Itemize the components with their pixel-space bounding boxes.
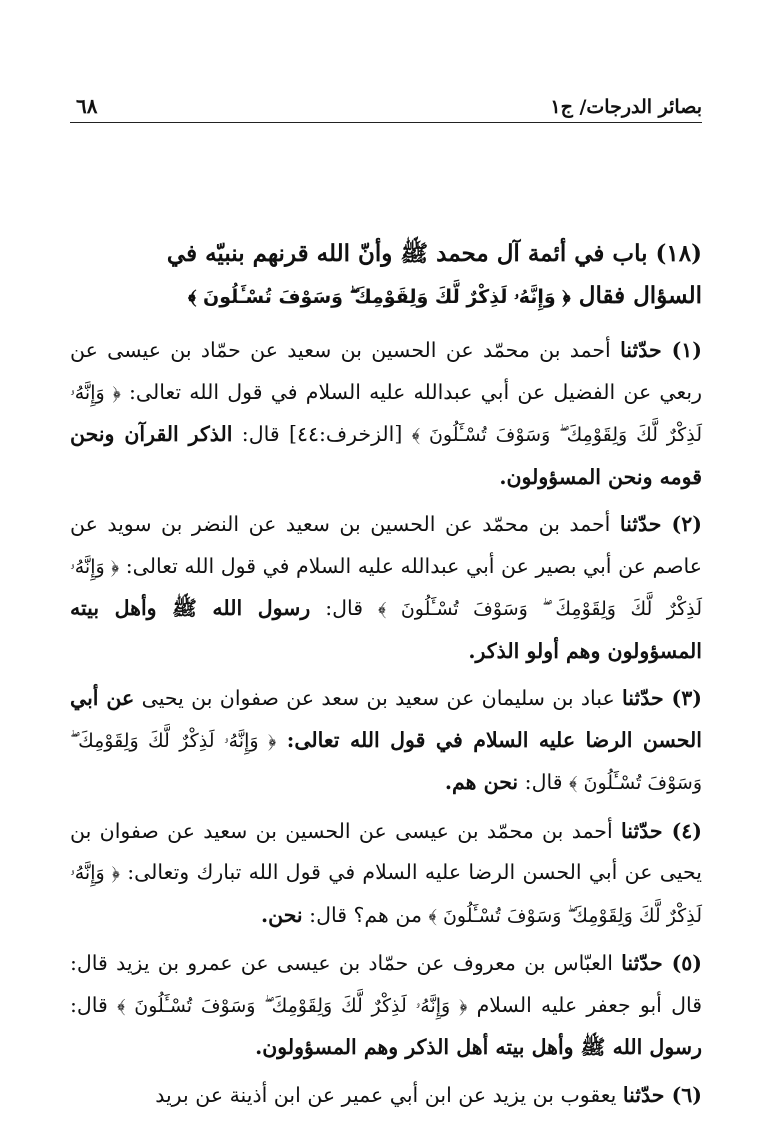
hadith-2 (70, 504, 702, 672)
hadith-answer: رسول الله ﷺ وأهل بيته المسؤولون وهم أولو الذكر. (70, 596, 702, 663)
hadith-4 (70, 811, 702, 938)
chapter-title-line1: (١٨) باب في أئمة آل محمد ﷺ وأنّ الله قرنهم بنبيّه في (166, 240, 702, 267)
quran-verse: ﴿ وَإِنَّهُۥ لَذِكْرٌ لَّكَ وَلِقَوْمِكَ ۖ وَسَوْفَ تُسْـَٔلُونَ ﴾ (117, 994, 468, 1017)
chapter-title-line2 (70, 275, 702, 318)
hadith-chain: يعقوب بن يزيد عن ابن أبي عمير عن ابن أذينة عن بريد (155, 1082, 623, 1107)
hadith-mid: قال: (70, 992, 118, 1017)
hadith-chain: عباد بن سليمان عن سعيد بن سعد عن صفوان بن يحيى (134, 686, 623, 710)
hadith-mid: قال: (518, 770, 570, 794)
book-title: بصائر الدرجات/ ج١ (550, 96, 702, 118)
hadith-mid: من هم؟ قال: (302, 902, 429, 927)
hadith-6 (70, 1075, 702, 1117)
running-header (70, 78, 702, 123)
chapter-title-lead: السؤال فقال (578, 282, 702, 309)
quran-verse: ﴿ وَإِنَّهُۥ لَذِكْرٌ لَّكَ وَلِقَوْمِكَ ۖ وَسَوْفَ تُسْـَٔلُونَ ﴾ (187, 286, 571, 308)
quran-verse: ﴿ وَإِنَّهُۥ لَذِكْرٌ لَّكَ وَلِقَوْمِكَ ۖ وَسَوْفَ تُسْـَٔلُونَ ﴾ (70, 381, 702, 446)
hadith-3 (70, 678, 702, 805)
hadith-head: (٦) حدّثنا (622, 1082, 702, 1107)
quran-verse: ﴿ وَإِنَّهُۥ لَذِكْرٌ لَّكَ وَلِقَوْمِكَ ۖ وَسَوْفَ تُسْـَٔلُونَ ﴾ (70, 862, 702, 927)
hadith-head: (٤) حدّثنا (621, 818, 702, 843)
verse-reference: [الزخرف:٤٤] قال: (232, 422, 412, 446)
hadith-head: (٣) حدّثنا (622, 686, 702, 710)
hadith-chain: أحمد بن محمّد عن الحسين بن سعيد عن النضر بن سويد عن عاصم عن أبي بصير عن أبي عبدالله عليه السلام في قول الله تعالى: (70, 512, 703, 578)
hadith-answer: نحن هم. (444, 770, 519, 794)
page-number: ٦٨ (76, 94, 98, 118)
hadith-head: (٥) حدّثنا (621, 951, 702, 975)
quran-verse: ﴿ وَإِنَّهُۥ لَذِكْرٌ لَّكَ وَلِقَوْمِكَ ۖ وَسَوْفَ تُسْـَٔلُونَ ﴾ (70, 729, 702, 794)
hadith-head: (٢) حدّثنا (619, 512, 702, 536)
chapter-title (70, 233, 702, 318)
hadith-1 (70, 330, 702, 498)
hadith-answer: نحن. (260, 902, 303, 927)
hadith-head: (١) حدّثنا (620, 338, 702, 362)
hadith-chain-bold: عن أبي الحسن الرضا عليه السلام في قول الله تعالى: (70, 686, 702, 752)
hadith-list (70, 330, 702, 1122)
hadith-mid: قال: (310, 596, 378, 620)
hadith-answer: الذكر القرآن ونحن قومه ونحن المسؤولون. (70, 422, 702, 489)
hadith-chain: أحمد بن محمّد عن الحسين بن سعيد عن حمّاد بن عيسى عن ربعي عن الفضيل عن أبي عبدالله عليه السلام في قول الله تعالى: (70, 338, 702, 404)
quran-verse: ﴿ وَإِنَّهُۥ لَذِكْرٌ لَّكَ وَلِقَوْمِكَ ۖ وَسَوْفَ تُسْـَٔلُونَ ﴾ (70, 555, 702, 620)
hadith-answer: رسول الله ﷺ وأهل بيته أهل الذكر وهم المسؤولون. (255, 1035, 702, 1059)
hadith-chain: العبّاس بن معروف عن حمّاد بن عيسى عن عمرو بن يزيد قال: قال أبو جعفر عليه السلام (70, 951, 703, 1017)
hadith-chain: أحمد بن محمّد بن عيسى عن الحسين بن سعيد عن صفوان بن يحيى عن أبي الحسن الرضا عليه السلام في قول الله تبارك وتعالى: (70, 818, 702, 884)
hadith-5 (70, 943, 702, 1069)
